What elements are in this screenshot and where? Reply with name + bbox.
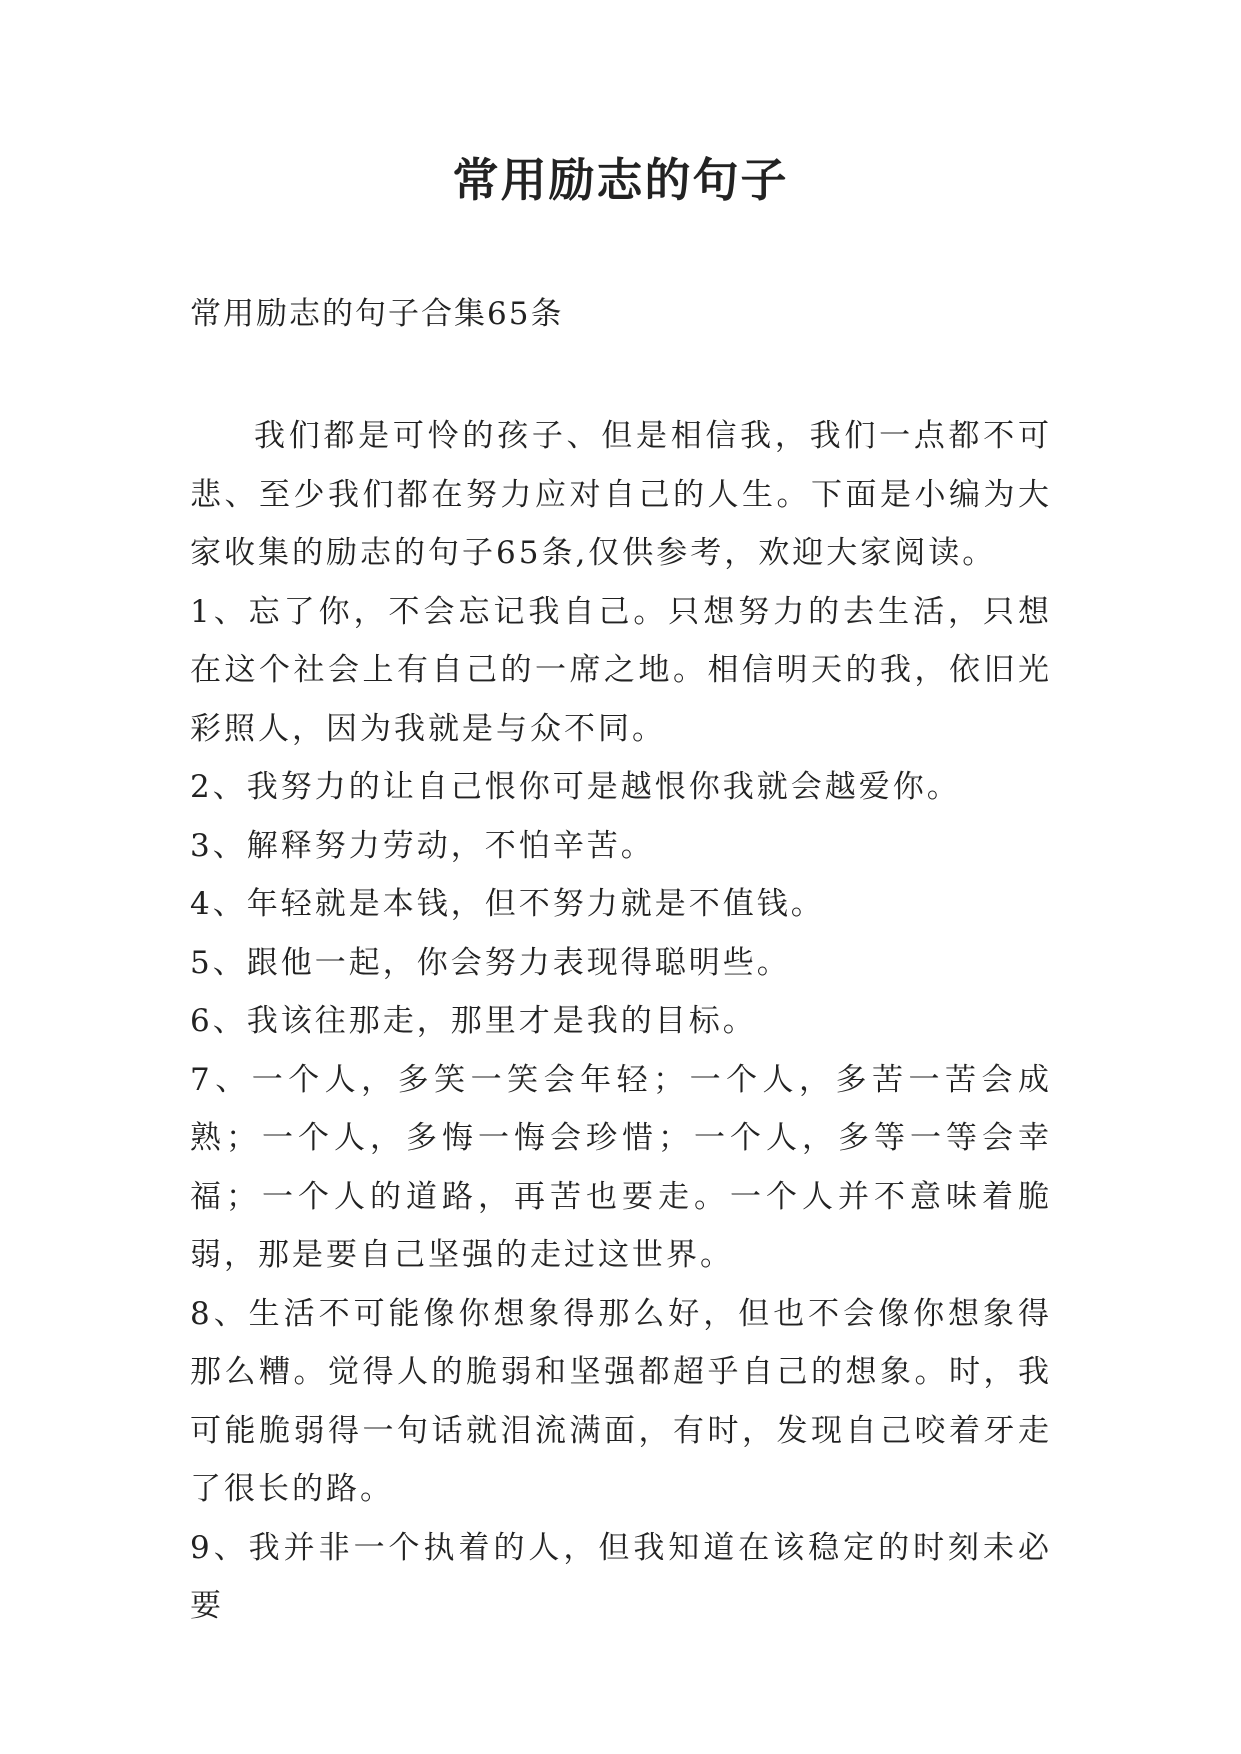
- document-body: [190, 407, 1052, 1636]
- list-item: 3、解释努力劳动，不怕辛苦。: [190, 827, 655, 864]
- list-item: 9、我并非一个执着的人，但我知道在该稳定的时刻未必要: [190, 1529, 1052, 1624]
- document-subtitle: 常用励志的句子合集65条: [190, 296, 564, 332]
- intro-paragraph: 我们都是可怜的孩子、但是相信我，我们一点都不可悲、至少我们都在努力应对自己的人生。下面是小编为大家收集的励志的句子65条,仅供参考，欢迎大家阅读。: [190, 418, 1052, 571]
- list-item: 6、我该往那走，那里才是我的目标。: [190, 1003, 757, 1039]
- document-title: 常用励志的句子: [452, 153, 789, 207]
- list-item: 2、我努力的让自己恨你可是越恨你我就会越爱你。: [190, 769, 961, 805]
- list-item: 1、忘了你，不会忘记我自己。只想努力的去生活，只想在这个社会上有自己的一席之地。相信明天的我，依旧光彩照人，因为我就是与众不同。: [190, 593, 1052, 747]
- list-item: 4、年轻就是本钱，但不努力就是不值钱。: [190, 886, 825, 922]
- list-item: 7、一个人，多笑一笑会年轻；一个人，多苦一苦会成熟；一个人，多悔一悔会珍惜；一个人，多等一等会幸福；一个人的道路，再苦也要走。一个人并不意味着脆弱，那是要自己坚强的走过这世界。: [190, 1061, 1052, 1273]
- list-item: 8、生活不可能像你想象得那么好，但也不会像你想象得那么糟。觉得人的脆弱和坚强都超乎自己的想象。时，我可能脆弱得一句话就泪流满面，有时，发现自己咬着牙走了很长的路。: [190, 1295, 1052, 1507]
- list-item: 5、跟他一起，你会努力表现得聪明些。: [190, 944, 791, 981]
